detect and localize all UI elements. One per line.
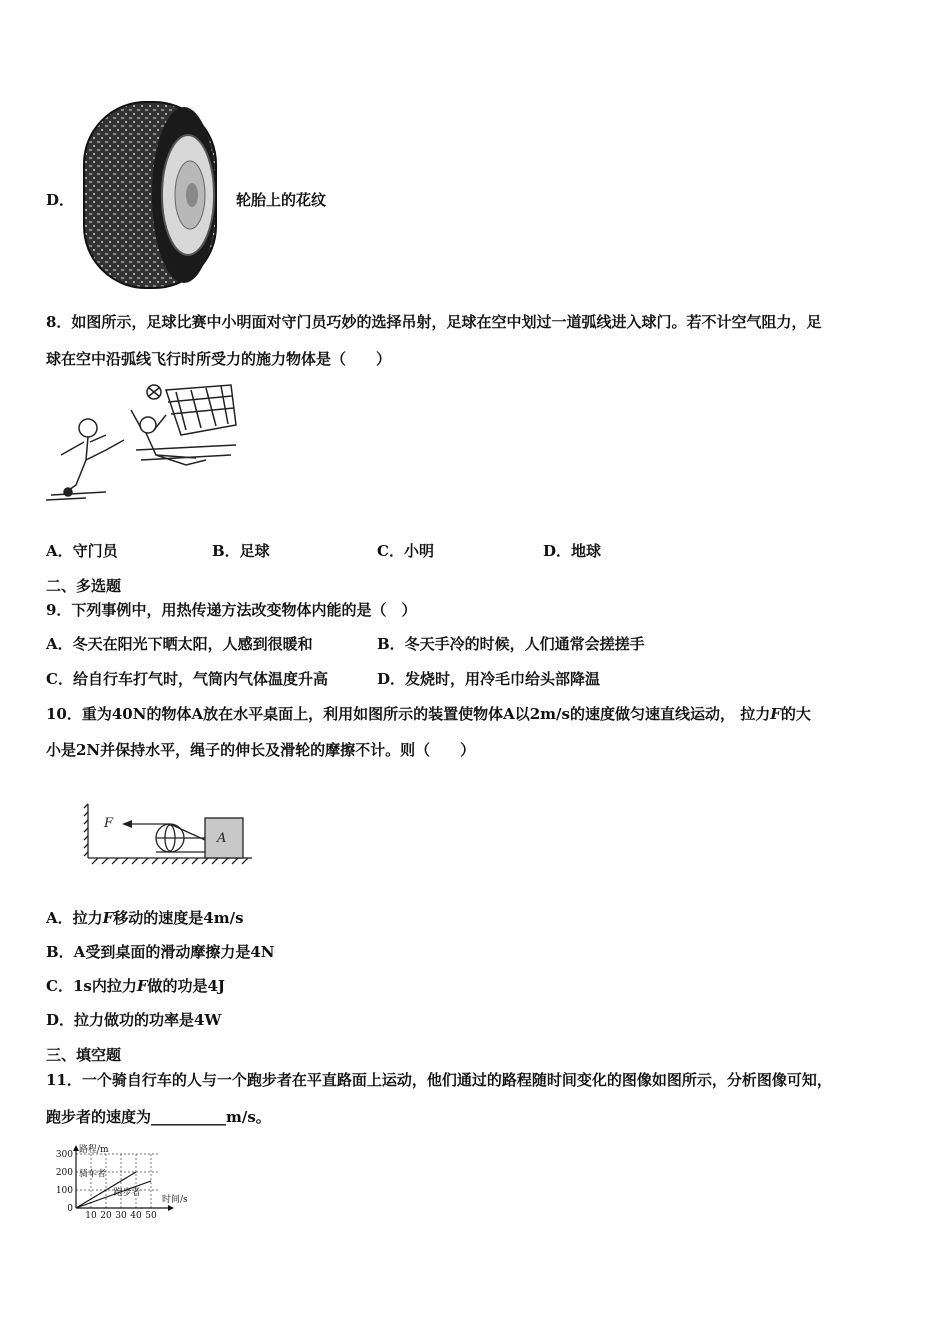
- x-tick-label: 20: [100, 1211, 112, 1221]
- q10-stem-var-f: F: [770, 705, 781, 723]
- x-axis-label: 时间/s: [162, 1195, 188, 1205]
- tire-image: [80, 100, 220, 290]
- q8-option-c: C．小明: [377, 542, 434, 560]
- figure-label-f: F: [104, 816, 114, 831]
- q9-option-c: C．给自行车打气时，气筒内气体温度升高: [46, 670, 328, 688]
- section3-title: 三、填空题: [46, 1046, 122, 1064]
- figure-label-a: A: [217, 831, 227, 846]
- q8-option-a: A．守门员: [46, 542, 118, 560]
- series-label-runner: 跑步者: [113, 1188, 141, 1199]
- q10-stem-line1-a: 10．重为40N的物体A放在水平桌面上，利用如图所示的装置使物体A以2m/s的速度做匀速直线运动， 拉力: [46, 705, 771, 723]
- x-tick-label: 30: [115, 1211, 127, 1221]
- q10-option-c-pre: C．1s内拉力: [46, 977, 137, 995]
- q10-option-c-post: 做的功是4J: [147, 977, 226, 995]
- q8-option-b: B．足球: [212, 542, 270, 560]
- q10-option-a: [46, 907, 244, 928]
- q11-line2-pre: 跑步者的速度为: [46, 1108, 152, 1126]
- q8-stem-line1: 8．如图所示，足球比赛中小明面对守门员巧妙的选择吊射，足球在空中划过一道弧线进入球门。若不计空气阻力，足: [46, 313, 822, 331]
- q11-answer-blank[interactable]: __________: [151, 1108, 227, 1126]
- q10-stem-line1-b: 的大: [780, 705, 811, 723]
- q9-stem: 9．下列事例中，用热传递方法改变物体内能的是（ ）: [46, 601, 417, 619]
- q11-stem-line1: 11．一个骑自行车的人与一个跑步者在平直路面上运动，他们通过的路程随时间变化的图像如图所示，分析图像可知，: [46, 1071, 832, 1089]
- q10-option-a-var: F: [102, 909, 114, 927]
- q10-option-a-pre: A．拉力: [46, 909, 103, 927]
- q8-option-d: D．地球: [543, 542, 602, 560]
- section2-title: 二、多选题: [46, 577, 122, 595]
- q9-option-b: B．冬天手冷的时候，人们通常会搓搓手: [377, 635, 645, 653]
- q7-option-d-text: 轮胎上的花纹: [236, 191, 327, 209]
- q10-stem-line1: [46, 703, 811, 724]
- y-axis-label: 路程/m: [79, 1145, 109, 1155]
- x-tick-label: 10: [85, 1211, 97, 1221]
- q10-option-b: B．A受到桌面的滑动摩擦力是4N: [46, 943, 275, 961]
- soccer-figure: [46, 380, 246, 505]
- q10-option-a-post: 移动的速度是4m/s: [113, 909, 244, 927]
- q11-line2-post: m/s。: [226, 1108, 271, 1126]
- q8-stem-line2: 球在空中沿弧线飞行时所受力的施力物体是（ ）: [46, 350, 392, 368]
- y-tick-label: 100: [55, 1186, 73, 1196]
- y-tick-label: 200: [55, 1168, 73, 1178]
- q7-option-d-label: D．: [46, 191, 75, 209]
- y-tick-label: 300: [55, 1150, 73, 1160]
- x-tick-label: 40: [130, 1211, 142, 1221]
- q10-option-c: [46, 975, 225, 996]
- y-tick-label: 0: [67, 1204, 73, 1214]
- q9-option-a: A．冬天在阳光下晒太阳，人感到很暖和: [46, 635, 313, 653]
- q10-option-c-var: F: [136, 977, 148, 995]
- x-tick-label: 50: [145, 1211, 157, 1221]
- series-label-cyclist: 骑车者: [79, 1169, 107, 1180]
- distance-time-chart: [44, 1136, 219, 1221]
- q10-option-d: D．拉力做功的功率是4W: [46, 1011, 222, 1029]
- q10-stem-line2: 小是2N并保持水平，绳子的伸长及滑轮的摩擦不计。则（ ）: [46, 741, 476, 759]
- q11-stem-line2: [46, 1106, 271, 1127]
- pulley-figure: [84, 800, 259, 870]
- x-axis-arrow: [168, 1205, 174, 1211]
- q9-option-d: D．发烧时，用冷毛巾给头部降温: [377, 670, 601, 688]
